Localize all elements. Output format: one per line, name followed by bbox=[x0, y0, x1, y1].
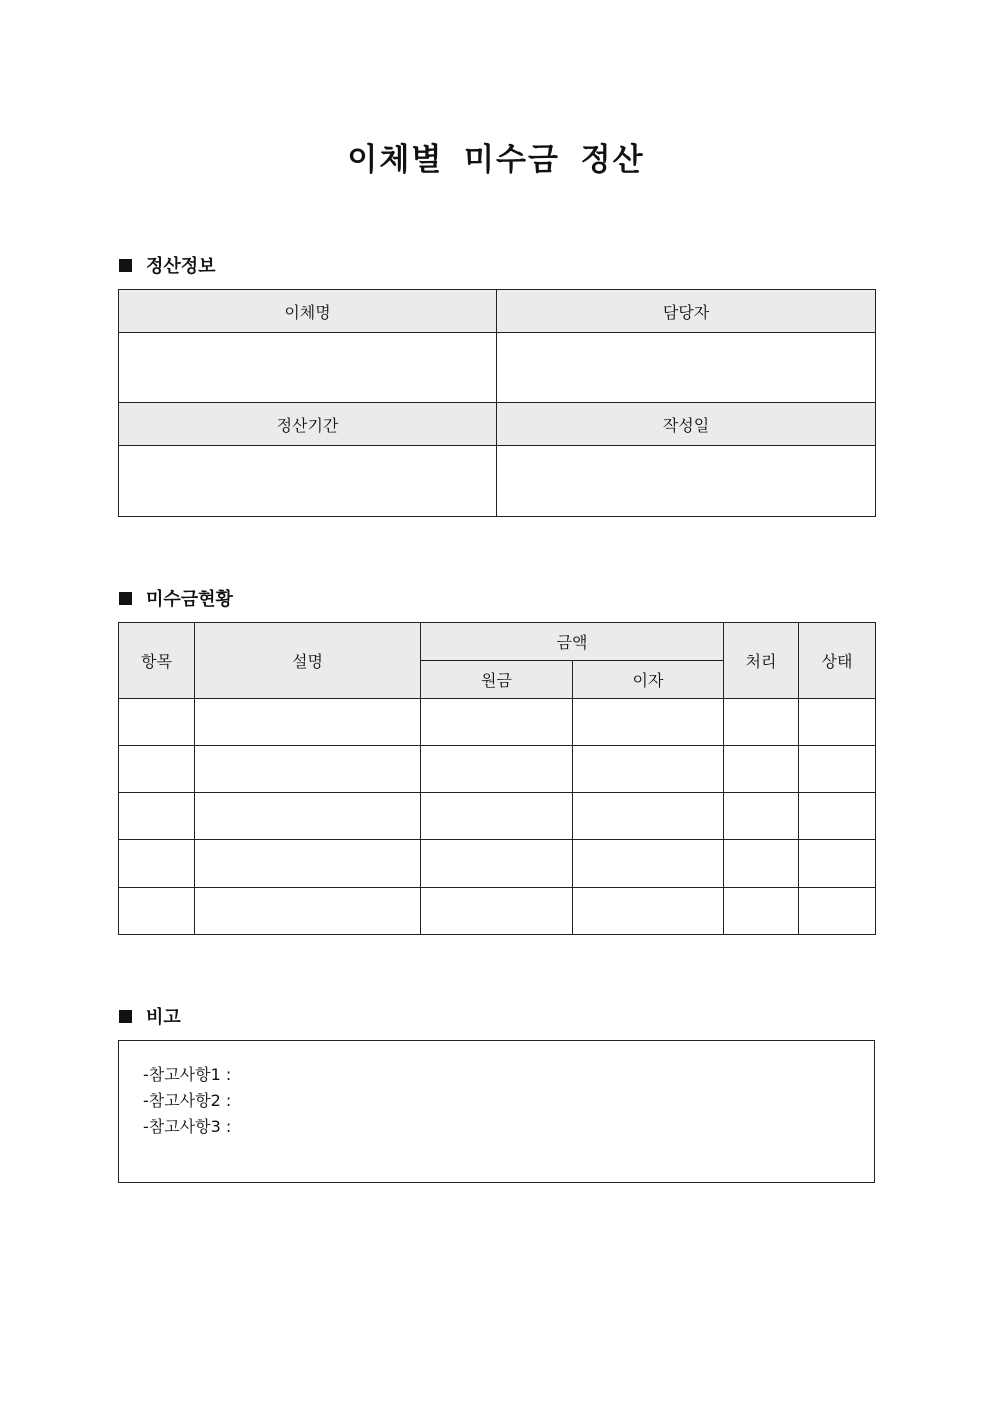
header-process: 처리 bbox=[724, 623, 799, 699]
cell-interest[interactable] bbox=[573, 699, 724, 746]
header-status: 상태 bbox=[799, 623, 876, 699]
label-date-written: 작성일 bbox=[497, 403, 876, 446]
section-heading-remarks bbox=[119, 1004, 181, 1028]
cell-item[interactable] bbox=[119, 699, 195, 746]
cell-description[interactable] bbox=[195, 699, 421, 746]
cell-interest[interactable] bbox=[573, 746, 724, 793]
header-description: 설명 bbox=[195, 623, 421, 699]
cell-description[interactable] bbox=[195, 888, 421, 935]
table-row bbox=[119, 888, 876, 935]
header-principal: 원금 bbox=[421, 661, 573, 699]
cell-principal[interactable] bbox=[421, 699, 573, 746]
settlement-info-table bbox=[118, 289, 876, 517]
cell-interest[interactable] bbox=[573, 840, 724, 888]
label-transfer-name: 이체명 bbox=[119, 290, 497, 333]
label-manager: 담당자 bbox=[497, 290, 876, 333]
cell-description[interactable] bbox=[195, 793, 421, 840]
input-date-written[interactable] bbox=[497, 446, 876, 517]
remark-line-3: -참고사항3 : bbox=[143, 1117, 232, 1136]
cell-process[interactable] bbox=[724, 699, 799, 746]
cell-item[interactable] bbox=[119, 888, 195, 935]
cell-process[interactable] bbox=[724, 840, 799, 888]
cell-interest[interactable] bbox=[573, 888, 724, 935]
cell-interest[interactable] bbox=[573, 793, 724, 840]
remark-line-2: -참고사항2 : bbox=[143, 1091, 232, 1110]
cell-status[interactable] bbox=[799, 888, 876, 935]
input-manager[interactable] bbox=[497, 333, 876, 403]
cell-principal[interactable] bbox=[421, 746, 573, 793]
table-row bbox=[119, 699, 876, 746]
page-title: 이체별 미수금 정산 bbox=[347, 142, 645, 178]
square-bullet-icon bbox=[119, 592, 132, 605]
cell-process[interactable] bbox=[724, 888, 799, 935]
table-row bbox=[119, 840, 876, 888]
table-row bbox=[119, 793, 876, 840]
section-heading-label: 정산정보 bbox=[146, 256, 216, 277]
section-heading-label: 미수금현황 bbox=[146, 589, 233, 610]
header-item: 항목 bbox=[119, 623, 195, 699]
square-bullet-icon bbox=[119, 1010, 132, 1023]
cell-principal[interactable] bbox=[421, 793, 573, 840]
input-settlement-period[interactable] bbox=[119, 446, 497, 517]
cell-description[interactable] bbox=[195, 746, 421, 793]
cell-item[interactable] bbox=[119, 793, 195, 840]
header-interest: 이자 bbox=[573, 661, 724, 699]
cell-item[interactable] bbox=[119, 746, 195, 793]
square-bullet-icon bbox=[119, 259, 132, 272]
remarks-box[interactable] bbox=[118, 1040, 875, 1183]
cell-description[interactable] bbox=[195, 840, 421, 888]
section-heading-receivables bbox=[119, 586, 233, 610]
cell-process[interactable] bbox=[724, 746, 799, 793]
section-heading-label: 비고 bbox=[146, 1007, 181, 1028]
header-amount: 금액 bbox=[421, 623, 724, 661]
cell-status[interactable] bbox=[799, 840, 876, 888]
section-heading-settlement-info bbox=[119, 253, 216, 277]
receivables-table bbox=[118, 622, 876, 935]
cell-principal[interactable] bbox=[421, 888, 573, 935]
cell-process[interactable] bbox=[724, 793, 799, 840]
remark-line-1: -참고사항1 : bbox=[143, 1065, 232, 1084]
cell-status[interactable] bbox=[799, 746, 876, 793]
cell-status[interactable] bbox=[799, 793, 876, 840]
cell-item[interactable] bbox=[119, 840, 195, 888]
input-transfer-name[interactable] bbox=[119, 333, 497, 403]
label-settlement-period: 정산기간 bbox=[119, 403, 497, 446]
cell-status[interactable] bbox=[799, 699, 876, 746]
table-row bbox=[119, 746, 876, 793]
cell-principal[interactable] bbox=[421, 840, 573, 888]
